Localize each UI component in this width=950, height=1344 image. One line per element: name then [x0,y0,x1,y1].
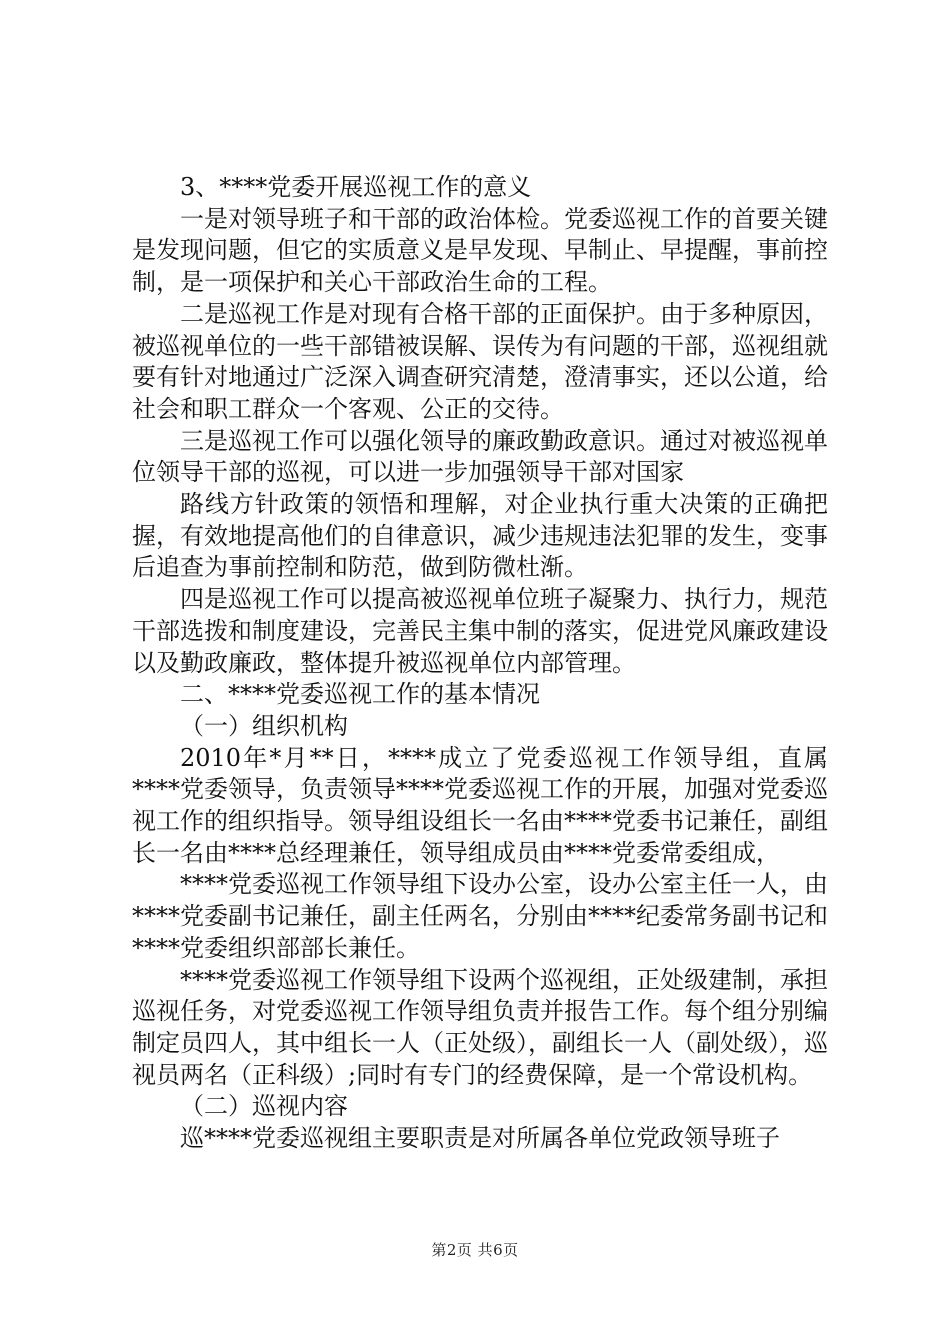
paragraph-office: ****党委巡视工作领导组下设办公室，设办公室主任一人，由****党委副书记兼任，副主任两名，分别由****纪委常务副书记和****党委组织部部长兼任。 [132,870,828,962]
paragraph-integrity-awareness: 三是巡视工作可以强化领导的廉政勤政意识。通过对被巡视单位领导干部的巡视，可以进一步加强领导干部对国家 [132,426,828,487]
heading-basic-situation: 二、****党委巡视工作的基本情况 [180,680,540,709]
heading-organization: （一）组织机构 [180,711,348,740]
paragraph-policy-understanding: 路线方针政策的领悟和理解，对企业执行重大决策的正确把握，有效地提高他们的自律意识，减少违规违法犯罪的发生，变事后追查为事前控制和防范，做到防微杜渐。 [132,490,828,582]
paragraph-cohesion: 四是巡视工作可以提高被巡视单位班子凝聚力、执行力，规范干部选拨和制度建设，完善民主集中制的落实，促进党风廉政建设以及勤政廉政，整体提升被巡视单位内部管理。 [132,585,828,677]
paragraph-leading-group: 2010年*月**日，****成立了党委巡视工作领导组，直属****党委领导，负责领导****党委巡视工作的开展，加强对党委巡视工作的组织指导。领导组设组长一名由****党委书记兼任，副组长一名由****总经理兼任，领导组成员由****党委常委组成， [132,743,828,867]
paragraph-political-check: 一是对领导班子和干部的政治体检。党委巡视工作的首要关键是发现问题，但它的实质意义是早发现、早制止、早提醒，事前控制，是一项保护和关心干部政治生命的工程。 [132,204,828,297]
paragraph-positive-protection: 二是巡视工作是对现有合格干部的正面保护。由于多种原因，被巡视单位的一些干部错被误解、误传为有问题的干部，巡视组就要有针对地通过广泛深入调查研究清楚，澄清事实，还以公道，给社会和职工群众一个客观、公正的交待。 [132,299,828,423]
heading-significance: 3、****党委开展巡视工作的意义 [180,173,532,201]
document-body [132,172,828,1155]
paragraph-main-duties: 巡****党委巡视组主要职责是对所属各单位党政领导班子 [180,1124,780,1153]
heading-inspection-content: （二）巡视内容 [180,1092,348,1121]
paragraph-inspection-groups: ****党委巡视工作领导组下设两个巡视组，正处级建制，承担巡视任务，对党委巡视工作领导组负责并报告工作。每个组分别编制定员四人，其中组长一人（正处级），副组长一人（副处级），巡视员两名（正科级）;同时有专门的经费保障，是一个常设机构。 [132,965,828,1089]
page-number-footer: 第2页 共6页 [431,1241,519,1259]
